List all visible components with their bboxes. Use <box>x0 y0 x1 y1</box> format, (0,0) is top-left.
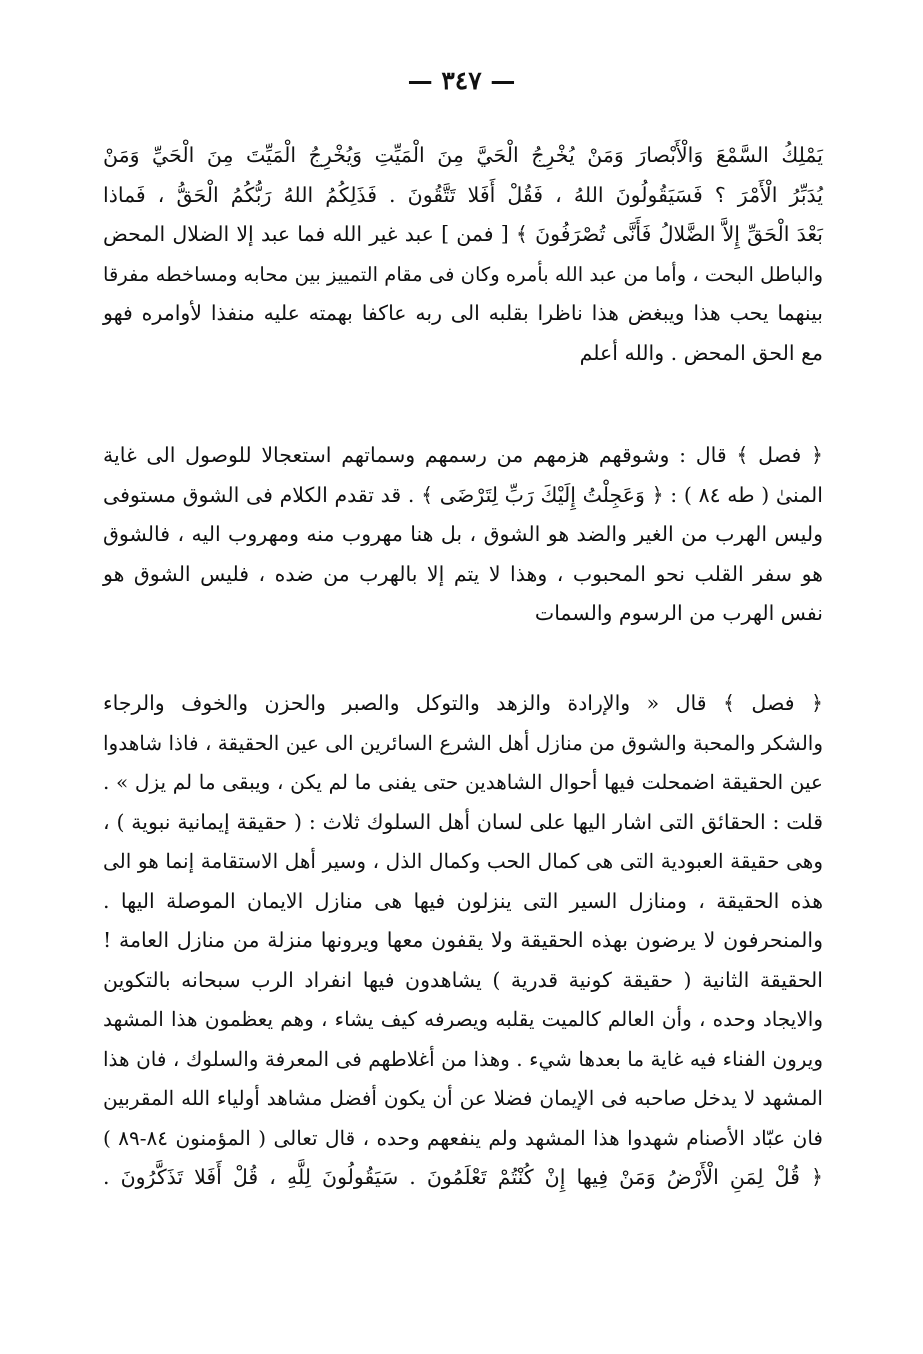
text-line: هذه الحقيقة ، ومنازل السير التى ينزلون فيها هى منازل الايمان الموصلة اليها . <box>103 888 823 913</box>
text-line: وليس الهرب من الغير والضد هو الشوق ، بل هنا مهروب منه ومهروب اليه ، فالشوق <box>103 522 823 546</box>
text-line: ﴿ فصل ﴾ قال : وشوقهم هزمهم من رسمهم وسماتهم استعجالا للوصول الى غاية <box>103 443 823 467</box>
text-line: والباطل البحت ، وأما من عبد الله بأمره وكان فى مقام التمييز بين محابه ومساخطه مفرقا <box>103 262 823 286</box>
text-line: الحقيقة الثانية ( حقيقة كونية قدرية ) يشاهدون فيها انفراد الرب سبحانه بالتكوين <box>103 967 823 992</box>
text-line: ﴿ فصل ﴾ قال « والإرادة والزهد والتوكل والصبر والحزن والخوف والرجاء <box>103 691 823 715</box>
text-line: يُدَبِّرُ الْأَمْرَ ؟ فَسَيَقُولُونَ اللهُ ، فَقُلْ أَفَلا تَتَّقُونَ . فَذَلِكُمُ اللهُ رَبُّكُمُ الْحَقُّ ، فَماذا <box>103 182 823 207</box>
text-line: والمنحرفون لا يرضون بهذه الحقيقة ولا يقفون معها ويرونها منزلة من منازل العامة ! <box>103 928 823 952</box>
text-line: عين الحقيقة اضمحلت فيها أحوال الشاهدين حتى يفنى ما لم يكن ، ويبقى ما لم يزل » . <box>103 770 823 794</box>
paragraph-3 <box>103 684 823 1198</box>
text-line: فان عبّاد الأصنام شهدوا هذا المشهد ولم ينفعهم وحده ، قال تعالى ( المؤمنون ٨٤-٨٩ ) <box>103 1125 823 1150</box>
text-line: هو سفر القلب نحو المحبوب ، وهذا لا يتم إلا بالهرب من ضده ، فليس الشوق هو <box>103 561 823 586</box>
text-line: ويرون الفناء فيه غاية ما بعدها شيء . وهذا من أغلاطهم فى المعرفة والسلوك ، فان هذا <box>103 1046 823 1071</box>
text-line: ﴿ قُلْ لِمَنِ الْأَرْضُ وَمَنْ فِيها إِنْ كُنْتُمْ تَعْلَمُونَ . سَيَقُولُونَ لِلَّهِ ، قُلْ أَفَلا تَذَكَّرُونَ . <box>103 1165 823 1189</box>
paragraph-1 <box>103 136 823 373</box>
paragraph-2 <box>103 436 823 634</box>
text-line: والايجاد وحده ، وأن العالم كالميت يقلبه ويصرفه كيف يشاء ، وهم يعظمون هذا المشهد <box>103 1007 823 1031</box>
text-line: المنىٰ ( طه ٨٤ ) : ﴿ وَعَجِلْتُ إِلَيْكَ رَبِّ لِتَرْضَى ﴾ . قد تقدم الكلام فى الشوق مستوفى <box>103 482 823 507</box>
text-line: بينهما يحب هذا ويبغض هذا ناظرا بقلبه الى ربه عاكفا بهمته عليه منفذا لأوامره فهو <box>103 301 823 325</box>
text-line: نفس الهرب من الرسوم والسمات <box>534 601 823 625</box>
text-line: مع الحق المحض . والله أعلم <box>579 340 823 365</box>
text-line: والشكر والمحبة والشوق من منازل أهل الشرع السائرين الى عين الحقيقة ، فاذا شاهدوا <box>103 730 823 755</box>
text-line: بَعْدَ الْحَقِّ إِلاَّ الضَّلالُ فَأَنَّى تُصْرَفُونَ ﴾ [ فمن ] عبد غير الله فما عبد إلا الضلال المحض <box>103 222 823 246</box>
text-line: المشهد لا يدخل صاحبه فى الإيمان فضلا عن أن يكون أفضل مشاهد أولياء الله المقربين <box>103 1086 823 1110</box>
page-number: — ٣٤٧ — <box>407 66 516 95</box>
text-line: قلت : الحقائق التى اشار اليها على لسان أهل السلوك ثلاث : ( حقيقة إيمانية نبوية ) ، <box>103 809 823 834</box>
text-line: وهى حقيقة العبودية التى هى كمال الحب وكمال الذل ، وسير أهل الاستقامة إنما هو الى <box>103 849 823 873</box>
text-line: يَمْلِكُ السَّمْعَ وَالْأَبْصارَ وَمَنْ يُخْرِجُ الْحَيَّ مِنَ الْمَيِّتِ وَيُخْرِجُ الْمَيِّتَ مِنَ الْحَيِّ وَمَنْ <box>103 143 823 167</box>
